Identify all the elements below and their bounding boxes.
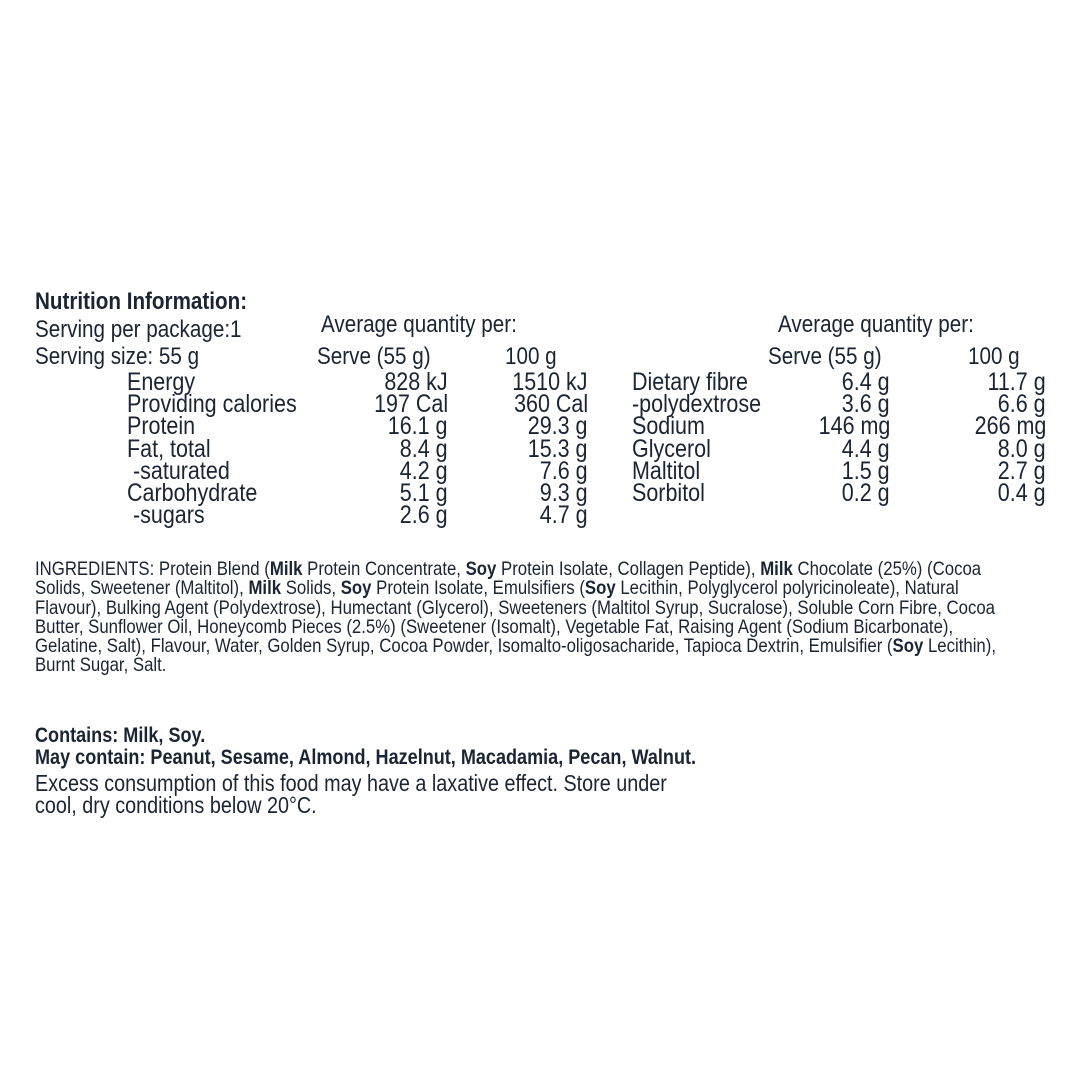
ingredients-segment: Protein Isolate, Emulsifiers ( [371,577,585,600]
left-row-100g-value: 9.3 g [540,479,588,507]
right-row-100g-value: 6.6 g [998,390,1046,419]
right-row-serve-value: 0.2 g [842,479,890,507]
ingredients-segment: Lecithin), Burnt Sugar, Salt. [35,635,996,677]
left-row-serve-value: 8.4 g [400,434,448,463]
left-row-label: -sugars [127,501,205,530]
right-row-serve-value: 1.5 g [842,456,890,485]
left-row-100g-value: 15.3 g [528,434,588,463]
allergen-highlight: Milk [269,558,303,580]
right-row-100g-value: 2.7 g [998,456,1046,485]
right-row-100g-value: 266 mg [974,412,1046,441]
right-100g-column-header: 100 g [968,343,1020,370]
may-contain-list: Peanut, Sesame, Almond, Hazelnut, Macadamia, Pecan, Walnut. [145,746,697,769]
left-row-label: Fat, total [127,434,211,463]
left-row-100g-value: 360 Cal [513,390,588,419]
left-100g-column-header: 100 g [505,343,557,370]
contains-statement: Contains: Milk, Soy. [35,724,206,747]
ingredients-segment: Protein Concentrate, [302,558,466,580]
allergen-highlight: Soy [584,577,616,600]
storage-instruction: cool, dry conditions below 20°C. [35,792,317,818]
left-row-label: -saturated [127,456,230,485]
nutrition-title: Nutrition Information: [35,288,248,315]
ingredients-segment: Lecithin, Polyglycerol polyricinoleate), Natural Flavour), Bulking Agent (Polydextrose), Humectant (Glycerol), Sweeteners (Maltitol Syrup, Sucralose), Soluble Corn Fibre, Cocoa Butter, Sunflower Oil, Honeycomb Pieces (2.5%) (Sweetener (Isomalt), Vegetable Fat, Raising Agent (Sodium Bicarbonate), Gelatine, Salt), Flavour, Water, Golden Syrup, Cocoa Powder, Isomalto-oligosacharide, Tapioca Dextrin, Emulsifier ( [35,577,996,658]
allergen-highlight: Soy [892,635,924,658]
ingredients-segment: Chocolate (25%) (Cocoa Solids, Sweetener (Maltitol), [35,558,982,600]
right-row-label: -polydextrose [632,390,762,419]
right-row-label: Sorbitol [632,479,705,507]
may-contain-label: May contain: [35,746,146,769]
ingredients-text [35,560,1015,676]
ingredients-segment: Solids, [281,577,341,600]
right-row-label: Glycerol [632,434,711,463]
left-row-serve-value: 197 Cal [373,390,448,419]
right-row-label: Sodium [632,412,705,441]
right-row-label: Dietary fibre [632,368,748,396]
left-row-100g-value: 29.3 g [528,412,588,441]
left-row-serve-value: 2.6 g [400,501,448,530]
right-row-100g-value: 0.4 g [998,479,1046,507]
left-row-100g-value: 4.7 g [540,501,588,530]
ingredients-segment: Protein Isolate, Collagen Peptide), [496,558,761,580]
left-serve-column-header: Serve (55 g) [317,343,431,370]
allergen-highlight: Milk [760,558,793,580]
left-row-serve-value: 828 kJ [384,368,448,396]
left-row-label: Carbohydrate [127,479,258,507]
left-row-100g-value: 1510 kJ [512,368,588,396]
right-row-serve-value: 4.4 g [842,434,890,463]
left-row-label: Energy [127,368,196,396]
left-average-heading: Average quantity per: [321,311,517,338]
allergen-highlight: Soy [340,577,372,600]
serving-per-package: Serving per package:1 [35,316,242,343]
left-row-serve-value: 5.1 g [400,479,448,507]
left-row-serve-value: 16.1 g [388,412,448,441]
right-row-serve-value: 6.4 g [842,368,890,396]
right-row-100g-value: 8.0 g [998,434,1046,463]
allergen-highlight: Soy [465,558,497,580]
left-row-100g-value: 7.6 g [540,456,588,485]
right-row-100g-value: 11.7 g [987,368,1046,396]
left-row-serve-value: 4.2 g [400,456,448,485]
serving-size: Serving size: 55 g [35,343,200,370]
right-row-label: Maltitol [632,456,701,485]
laxative-warning: Excess consumption of this food may have a laxative effect. Store under [35,770,667,796]
right-row-serve-value: 3.6 g [842,390,890,419]
right-serve-column-header: Serve (55 g) [768,343,882,370]
ingredients-segment: INGREDIENTS: Protein Blend ( [35,558,270,580]
right-row-serve-value: 146 mg [818,412,890,441]
right-average-heading: Average quantity per: [778,311,974,338]
may-contain-statement [35,746,696,770]
allergen-highlight: Milk [248,577,282,600]
left-row-label: Providing calories [127,390,297,419]
left-row-label: Protein [127,412,196,441]
